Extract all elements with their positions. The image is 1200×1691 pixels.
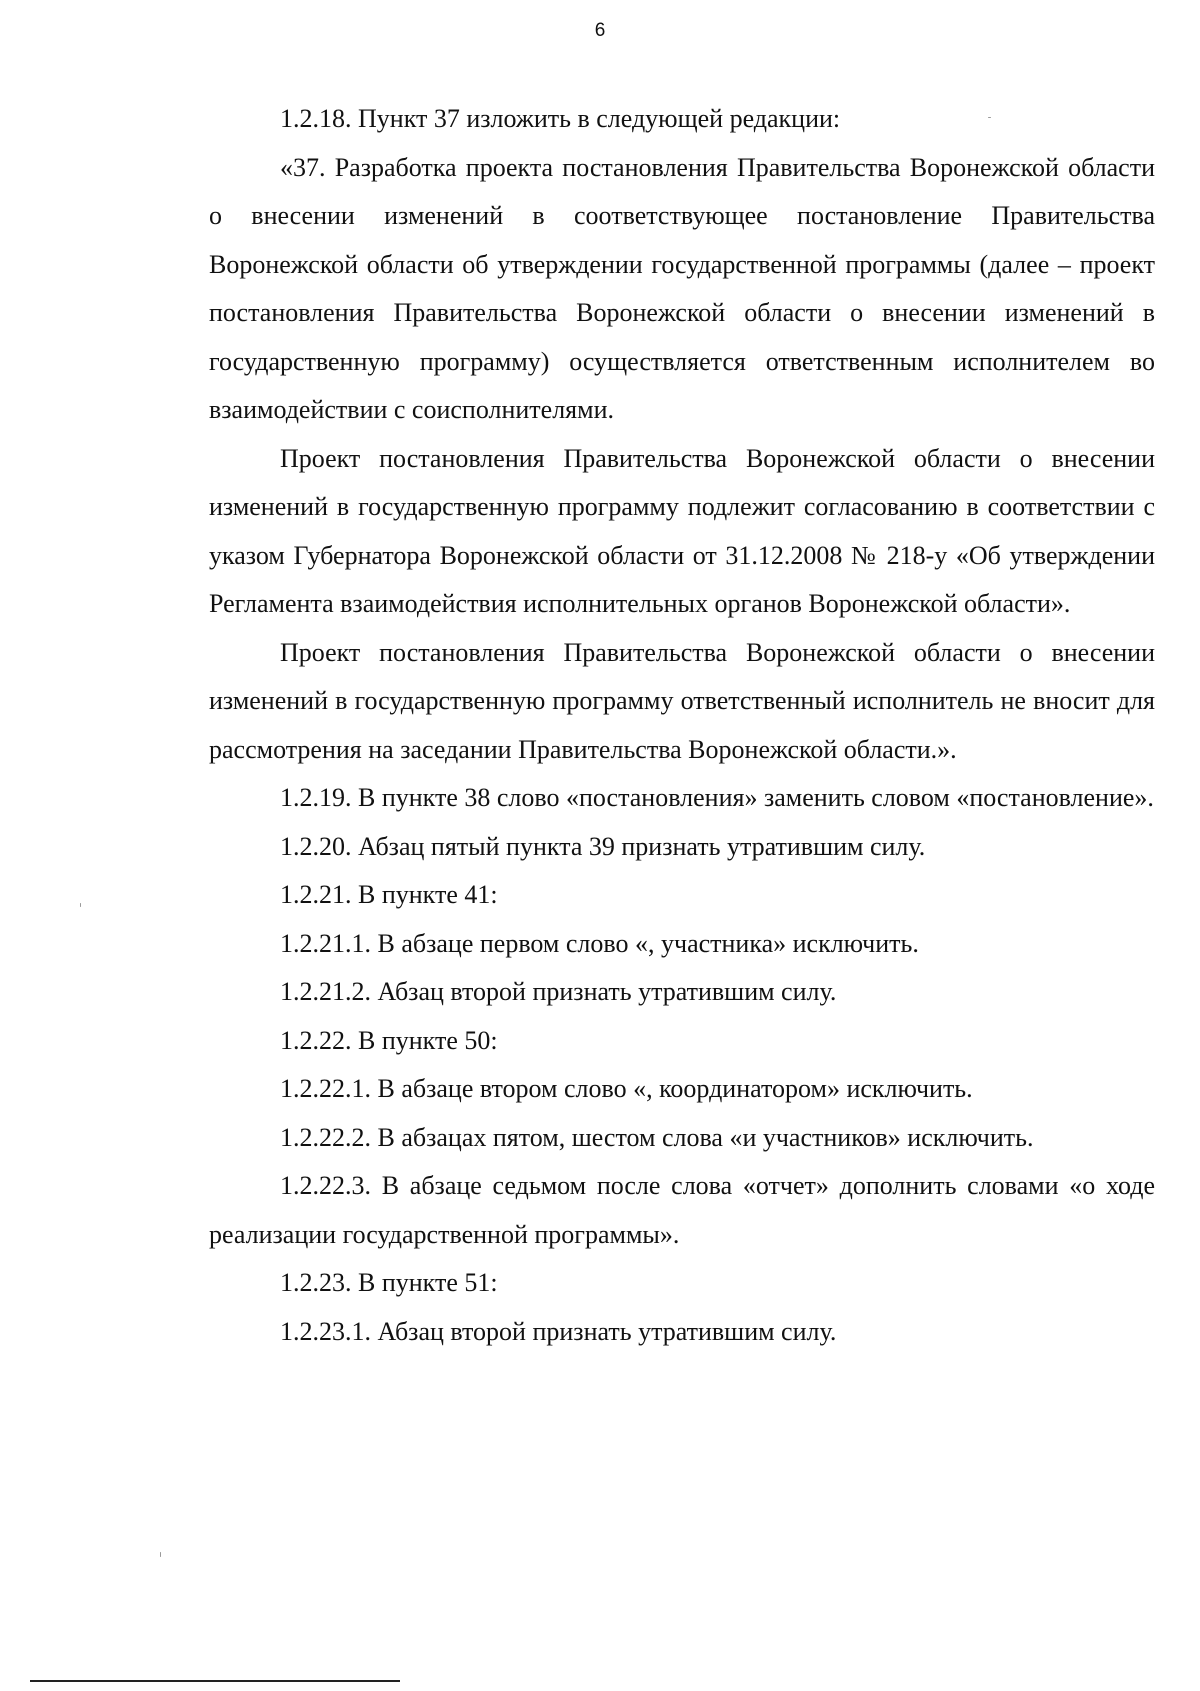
document-body [209,95,1155,1356]
paragraph-1-2-20: 1.2.20. Абзац пятый пункта 39 признать утратившим силу. [280,831,926,861]
paragraph-1-2-21-1: 1.2.21.1. В абзаце первом слово «, участника» исключить. [280,928,919,958]
paragraph-not-submitted: Проект постановления Правительства Воронежской области о внесении изменений в государственную программу ответственный исполнитель не вносит для рассмотрения на заседании Правительства Воронежской области.». [209,637,1155,764]
paragraph-1-2-22: 1.2.22. В пункте 50: [280,1025,498,1055]
paragraph-1-2-23: 1.2.23. В пункте 51: [280,1268,498,1297]
paragraph-1-2-21: 1.2.21. В пункте 41: [280,880,498,909]
paragraph-item-37: «37. Разработка проекта постановления Правительства Воронежской области о внесении изменений в соответствующее постановление Правительства Воронежской области об утверждении государственной программы (далее – проект постановления Правительства Воронежской области о внесении изменений в государственную программу) осуществляется ответственным исполнителем во взаимодействии с соисполнителями. [209,152,1155,424]
paragraph-1-2-18: 1.2.18. Пункт 37 изложить в следующей редакции: [280,104,841,133]
scan-speck [160,1552,161,1557]
page-number: 6 [594,20,606,41]
paragraph-1-2-23-1: 1.2.23.1. Абзац второй признать утратившим силу. [280,1316,837,1346]
paragraph-1-2-22-2: 1.2.22.2. В абзацах пятом, шестом слова «и участников» исключить. [280,1122,1034,1152]
paragraph-1-2-22-3: 1.2.22.3. В абзаце седьмом после слова «отчет» дополнить словами «о ходе реализации государственной программы». [209,1171,1155,1249]
paragraph-1-2-21-2: 1.2.21.2. Абзац второй признать утратившим силу. [280,977,837,1006]
paragraph-1-2-22-1: 1.2.22.1. В абзаце втором слово «, координатором» исключить. [280,1074,973,1103]
scan-speck [988,117,991,118]
footer-rule [30,1680,400,1682]
scan-speck [80,903,81,907]
paragraph-1-2-19: 1.2.19. В пункте 38 слово «постановления» заменить словом «постановление». [280,783,1154,812]
paragraph-approval: Проект постановления Правительства Воронежской области о внесении изменений в государственную программу подлежит согласованию в соответствии с указом Губернатора Воронежской области от 31.12.2008 № 218-у «Об утверждении Регламента взаимодействия исполнительных органов Воронежской области». [209,443,1155,618]
